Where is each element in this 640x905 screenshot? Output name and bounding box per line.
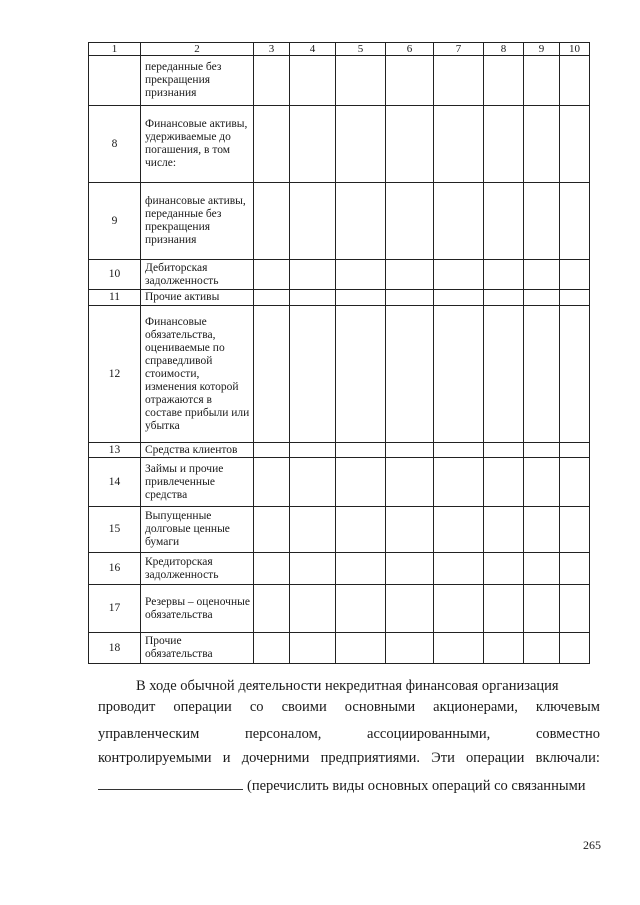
row-label: переданные без прекращения признания <box>141 56 254 106</box>
header-cell: 9 <box>524 43 560 56</box>
word: со <box>249 699 264 715</box>
word: операции <box>466 750 525 766</box>
paragraph-line-2 <box>98 697 600 718</box>
row-label: Кредиторская задолженность <box>141 553 254 585</box>
row-number: 18 <box>89 633 141 664</box>
word: контролируемыми <box>98 750 212 766</box>
word: операции <box>173 699 232 715</box>
table-header-row <box>89 43 590 56</box>
row-number: 8 <box>89 106 141 183</box>
header-cell: 10 <box>560 43 590 56</box>
paragraph-line-3 <box>98 724 600 745</box>
row-label: Прочие активы <box>141 290 254 306</box>
fill-in-blank <box>98 774 243 790</box>
row-number: 13 <box>89 443 141 458</box>
table-row <box>89 507 590 553</box>
row-number: 14 <box>89 458 141 507</box>
row-number <box>89 56 141 106</box>
word: предприятиями. <box>320 750 420 766</box>
word: проводит <box>98 699 156 715</box>
header-cell: 8 <box>484 43 524 56</box>
table-row <box>89 106 590 183</box>
row-label: Займы и прочие привлеченные средства <box>141 458 254 507</box>
row-number: 10 <box>89 260 141 290</box>
paragraph-line-5 <box>98 774 600 797</box>
word: акционерами, <box>433 699 518 715</box>
paragraph-line-1: В ходе обычной деятельности некредитная финансовая организация <box>136 678 559 694</box>
row-label: Средства клиентов <box>141 443 254 458</box>
row-label: финансовые активы, переданные без прекращения признания <box>141 183 254 260</box>
row-number: 16 <box>89 553 141 585</box>
table-row <box>89 585 590 633</box>
word: совместно <box>535 726 600 742</box>
table-row <box>89 56 590 106</box>
header-cell: 5 <box>336 43 386 56</box>
row-number: 15 <box>89 507 141 553</box>
word: персоналом, <box>244 726 322 742</box>
row-label: Резервы – оценочные обязательства <box>141 585 254 633</box>
word: включали: <box>535 750 600 766</box>
paragraph-line-4 <box>98 748 600 769</box>
header-cell: 6 <box>386 43 434 56</box>
word: ассоциированными, <box>367 726 491 742</box>
row-label: Дебиторская задолженность <box>141 260 254 290</box>
header-cell: 4 <box>290 43 336 56</box>
paragraph-line-5-text: (перечислить виды основных операций со связанными <box>247 778 586 794</box>
table-row <box>89 443 590 458</box>
word: и <box>222 750 231 766</box>
row-number: 11 <box>89 290 141 306</box>
word: ключевым <box>535 699 600 715</box>
row-label: Прочие обязательства <box>141 633 254 664</box>
row-number: 9 <box>89 183 141 260</box>
table-row <box>89 183 590 260</box>
header-cell: 1 <box>89 43 141 56</box>
word: управленческим <box>98 726 200 742</box>
table-row <box>89 306 590 443</box>
header-cell: 2 <box>141 43 254 56</box>
page-number: 265 <box>583 838 601 852</box>
row-number: 17 <box>89 585 141 633</box>
row-label: Финансовые активы, удерживаемые до погашения, в том числе: <box>141 106 254 183</box>
word: основными <box>344 699 416 715</box>
header-cell: 3 <box>254 43 290 56</box>
row-number: 12 <box>89 306 141 443</box>
word: дочерними <box>241 750 310 766</box>
table-row <box>89 260 590 290</box>
row-label: Финансовые обязательства, оцениваемые по справедливой стоимости, изменения которой отражаются в составе прибыли или убытка <box>141 306 254 443</box>
word: своими <box>281 699 327 715</box>
data-table <box>88 42 590 664</box>
table-row <box>89 633 590 664</box>
table-row <box>89 458 590 507</box>
row-label: Выпущенные долговые ценные бумаги <box>141 507 254 553</box>
word: Эти <box>431 750 455 766</box>
table-row <box>89 290 590 306</box>
header-cell: 7 <box>434 43 484 56</box>
table-row <box>89 553 590 585</box>
